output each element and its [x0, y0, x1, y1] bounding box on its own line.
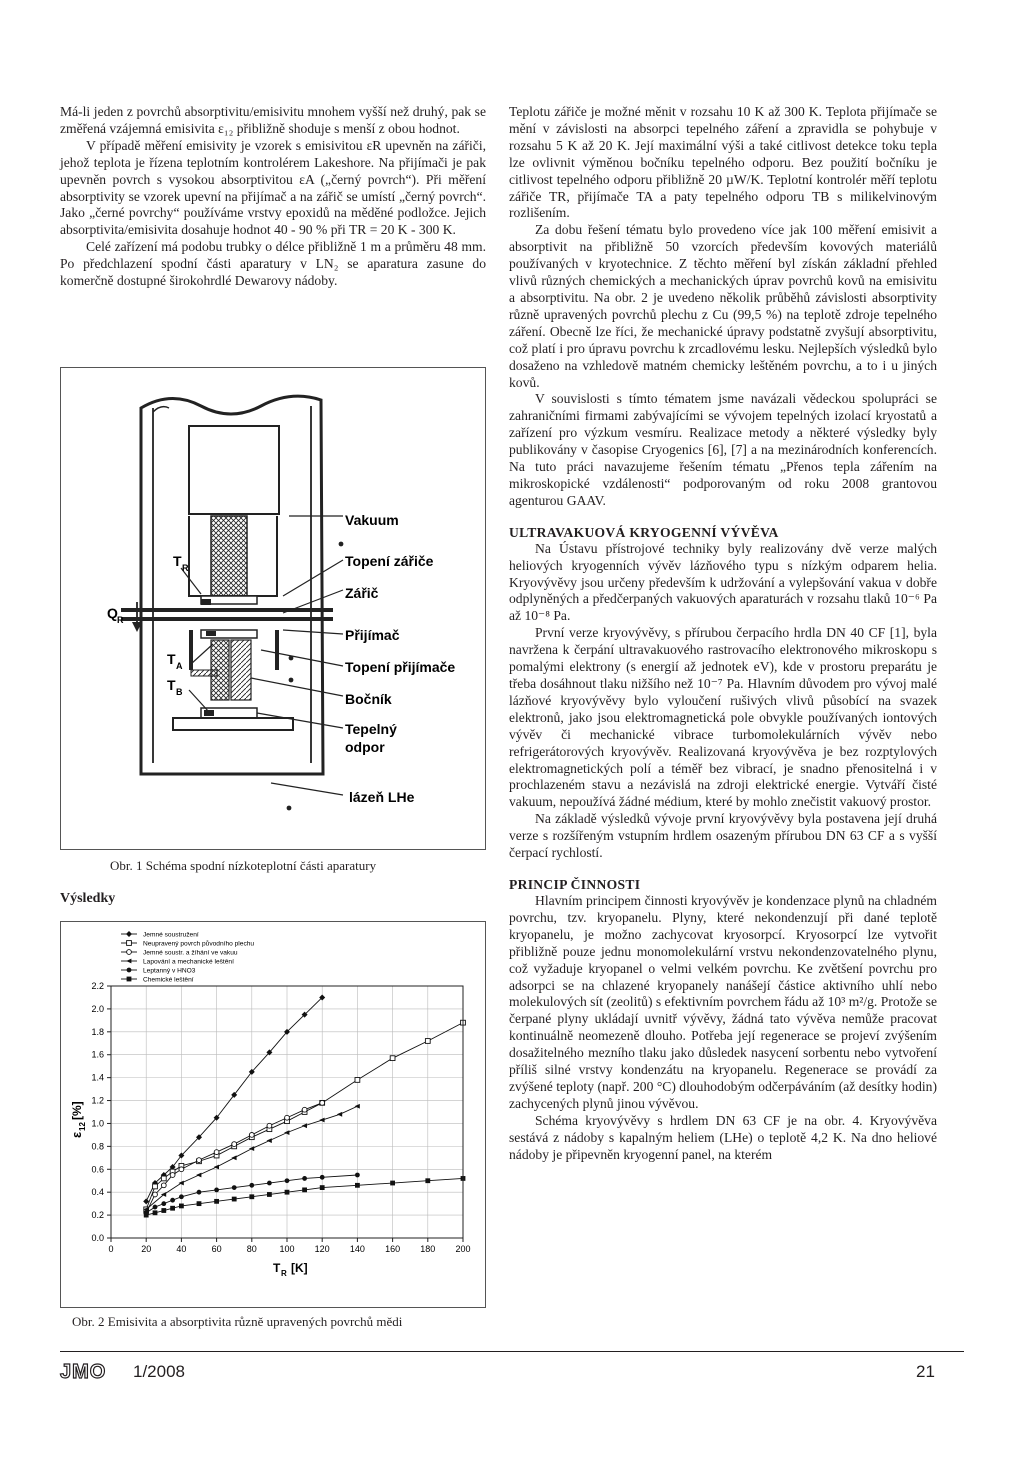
label-bocnik: Bočník	[345, 691, 392, 707]
legend-marker	[127, 941, 132, 946]
legend-label: Chemické leštění	[143, 976, 194, 984]
data-point	[249, 1133, 254, 1138]
label-tb: T	[167, 677, 176, 693]
label-vakuum: Vakuum	[345, 512, 399, 528]
right-column	[509, 104, 937, 1163]
data-point	[267, 1181, 272, 1186]
data-point	[390, 1056, 395, 1061]
x-tick-label: 40	[176, 1244, 187, 1254]
label-ta-sub: A	[176, 661, 183, 671]
data-point	[231, 1155, 236, 1160]
page-number: 21	[916, 1362, 935, 1381]
data-point	[249, 1183, 254, 1188]
data-point	[285, 1190, 290, 1195]
chart-grid	[111, 986, 463, 1238]
chart-series-group	[143, 994, 465, 1217]
data-point	[153, 1205, 158, 1210]
data-point	[302, 1107, 307, 1112]
data-point	[390, 1181, 395, 1186]
paragraph: Schéma kryovývěvy s hrdlem DN 63 CF je na obr. 4. Kryovývěva sestává z nádoby s kapalným heliem (LHe) o teplotě 4,2 K. Na dno heliové nádoby je připevněn kryogenní panel, na kterém	[509, 1112, 937, 1162]
data-point	[161, 1176, 166, 1181]
x-axis-label: T	[273, 1261, 281, 1275]
x-tick-label: 0	[108, 1244, 114, 1254]
y-tick-label: 1.2	[91, 1095, 104, 1106]
data-point	[196, 1173, 201, 1178]
label-tb-sub: B	[176, 687, 183, 697]
x-tick-label: 200	[455, 1244, 471, 1254]
legend-label: Neupravený povrch původního plechu	[143, 940, 255, 948]
x-tick-label: 180	[420, 1244, 436, 1254]
data-point	[267, 1192, 272, 1197]
y-tick-label: 1.6	[91, 1049, 104, 1060]
data-point	[153, 1184, 158, 1189]
data-point	[267, 1138, 272, 1143]
paragraph: Má-li jeden z povrchů absorptivitu/emisivitu mnohem vyšší než druhý, pak se změřená vzájemná emisivita ε₁₂ přibližně shoduje s menší z obou hodnot.	[60, 104, 486, 136]
x-axis-label-sub: R	[281, 1269, 287, 1278]
data-point	[153, 1192, 158, 1197]
data-point	[302, 1187, 307, 1192]
issue-number: 1/2008	[133, 1362, 185, 1381]
figure-2	[60, 921, 486, 1308]
y-tick-label: 1.0	[91, 1118, 104, 1129]
y-axis-label-unit: [%]	[70, 1101, 84, 1120]
x-tick-label: 60	[211, 1244, 222, 1254]
data-point	[197, 1190, 202, 1195]
y-tick-label: 0.6	[91, 1164, 104, 1175]
series-2	[144, 1020, 466, 1212]
x-tick-label: 100	[279, 1244, 295, 1254]
label-topeni-zarice: Topení zářiče	[345, 553, 434, 569]
label-prijimac: Přijímač	[345, 627, 400, 643]
label-qr: Q	[107, 605, 118, 621]
y-axis-label-sub: 12	[78, 1122, 87, 1131]
data-point	[153, 1210, 158, 1215]
paragraph: Na Ústavu přístrojové techniky byly realizovány dvě verze malých heliových kryogenních vývěv lázňového typu s nízkým odparem helia. Kryovývěvy jsou určeny především k udržování a vylepšování vakua v dobře odplyněných a předčerpaných vakuových aparaturách v rozsahu tlaků 10⁻⁶ Pa až 10⁻⁸ Pa.	[509, 540, 937, 624]
label-odpor: odpor	[345, 739, 385, 755]
paragraph: V souvislosti s tímto tématem jsme navázali vědeckou spolupráci se zahraničními firmami zabývajícími se vývojem tepelných izolací kryostatů a zařízení pro výzkum vesmíru. Realizace metody a některé výsledky byly publikovány v časopise Cryogenics [6], [7] a na mezinárodních konferencích. Na tuto práci navazujeme řešením tématu „Přenos tepla zářením na mikroskopické vzdálenosti“ podporovaným od roku 2008 grantovou agenturou GAAV.	[509, 391, 937, 508]
paragraph: V případě měření emisivity je vzorek s emisivitou εR upevněn na zářiči, jehož teplota je řízena teplotním kontrolérem Lakeshore. Na přijímači je pak upevněn povrch s vysokou absorptivitou εA („černý povrch“). Při měření absorptivity se vzorek upevní na přijímač a na zářič se umístí „černý povrch“. Jako „černé povrchy“ používáme vrstvy epoxidů na měděné podložce. Jejich absorptivita/emisivita dosahuje hodnot 40 - 90 % při TR = 20 K - 300 K.	[60, 137, 486, 238]
chart-legend	[117, 927, 289, 985]
label-topeni-prijimace: Topení přijímače	[345, 659, 456, 675]
data-point	[355, 1173, 360, 1178]
apparatus-schematic	[61, 368, 485, 849]
label-zaric: Zářič	[345, 585, 379, 601]
paragraph: První verze kryovývěvy, s přírubou čerpacího hrdla DN 40 CF [1], byla navržena k čerpání ultravakuového rastrovacího elektronového mikroskopu s pomalými elektrony (s energií až jednotek eV), kde v prostoru preparátu je třeba dosáhnout tlaku nižšího než 10⁻⁷ Pa. Hlavním důvodem pro vývoj malé lázňové kryovývěvy bylo vyloučení rušivých vlivů působící na svazek elektronů, jako jsou elektromagnetická pole obvykle používaných iontových vývěv či mechanické vibrace turbomolekulárních vývěv nebo refrigerátorových kryovývěv. Realizovaná kryovývěva je bez rozptylových elektromagnetických polí a téměř bez vibrací, je snadno přenositelná i v prochlazeném stavu a nezávislá na zdroji elektrické energie. Vytváří čisté vakuum, nepoužívá žádné médium, které by mohlo znečistit vakuový prostor.	[509, 625, 937, 810]
data-point	[214, 1150, 219, 1155]
x-tick-label: 20	[141, 1244, 152, 1254]
legend-marker	[127, 977, 132, 982]
y-tick-label: 0.8	[91, 1141, 104, 1152]
data-point	[249, 1194, 254, 1199]
x-tick-label: 120	[314, 1244, 330, 1254]
series-line	[146, 1178, 463, 1215]
data-point	[170, 1206, 175, 1211]
data-point	[170, 1198, 175, 1203]
label-tepelny: Tepelný	[345, 721, 397, 737]
figure-2-caption: Obr. 2 Emisivita a absorptivita různě upravených povrchů mědi	[72, 1314, 403, 1329]
paragraph: Na základě výsledků vývoje první kryovývěvy byla postavena její druhá verze s rozšířeným vstupním hrdlem osazeným přírubou DN 63 CF a s vyšší čerpací rychlostí.	[509, 811, 937, 861]
paragraph: Celé zařízení má podobu trubky o délce přibližně 1 m a průměru 48 mm. Po předchlazení spodní části aparatury v LN₂ se aparatura zasune do komerčně dostupné širokohrdlé Dewarovy nádoby.	[60, 239, 486, 289]
series-6	[144, 1176, 466, 1217]
label-qr-sub: R	[117, 615, 124, 625]
data-point	[214, 1199, 219, 1204]
y-tick-label: 0.0	[91, 1233, 104, 1243]
footer-rule	[60, 1351, 964, 1352]
data-point	[320, 1100, 325, 1105]
data-point	[232, 1197, 237, 1202]
data-point	[285, 1178, 290, 1183]
label-tr-sub: R	[182, 563, 189, 573]
data-point	[232, 1142, 237, 1147]
legend-label: Jemné soustružení	[143, 931, 199, 939]
figure-1	[60, 367, 486, 850]
paragraph: Teplotu zářiče je možné měnit v rozsahu 10 K až 300 K. Teplota přijímače se mění v závislosti na absorpci tepelného záření a zpravidla se pohybuje v rozsahu 5 K až 20 K. Její maximální výši a také citlivost detekce toku tepla lze ovlivnit výměnou bočníku tepelného odporu. Bez použití bočníku je citlivost tepelného odporu přibližně 20 µW/K. Teplotní kontrolér měří teplotu zářiče TR, přijímače TA a paty tepelného odporu TB s milikelvinovým rozlišením.	[509, 104, 937, 221]
y-axis-label-group	[69, 1101, 87, 1138]
section-heading-principle: PRINCIP ČINNOSTI	[509, 876, 641, 892]
journal-logo: JMO	[60, 1361, 107, 1383]
data-point	[197, 1158, 202, 1163]
data-point	[179, 1167, 184, 1172]
results-heading: Výsledky	[60, 891, 116, 906]
data-point	[337, 1112, 342, 1117]
data-point	[179, 1194, 184, 1199]
legend-label: Jemné soustr. a žíhání ve vakuu	[143, 949, 238, 957]
y-axis-label: ε	[69, 1131, 84, 1138]
data-point	[320, 1185, 325, 1190]
data-point	[302, 1123, 307, 1128]
y-tick-label: 1.8	[91, 1026, 104, 1037]
legend-label: Lapování a mechanické leštění	[143, 958, 234, 966]
legend-label: Leptanný v HNO3	[143, 967, 196, 975]
x-axis-label-unit: [K]	[291, 1261, 308, 1275]
label-ta: T	[167, 651, 176, 667]
label-tr: T	[173, 553, 182, 569]
data-point	[179, 1204, 184, 1209]
label-lazen: lázeň LHe	[349, 789, 415, 805]
data-point	[161, 1183, 166, 1188]
y-tick-label: 1.4	[91, 1072, 104, 1083]
data-point	[161, 1208, 166, 1213]
x-tick-label: 140	[349, 1244, 365, 1254]
x-tick-label: 160	[385, 1244, 401, 1254]
y-tick-label: 0.4	[91, 1187, 104, 1198]
data-point	[285, 1115, 290, 1120]
y-tick-label: 0.2	[91, 1210, 104, 1221]
paragraph: Za dobu řešení tématu bylo provedeno více jak 100 měření emisivit a absorptivit na přibližně 50 vzorcích především kovových materiálů používaných v kryotechnice. Z těchto měření byl získán základní přehled vlivů různých chemických a mechanických úprav povrchů kovů na emisivitu a absorptivitu. Na obr. 2 je uvedeno několik průběhů závislosti absorptivity různě upravených povrchů plechu z Cu (99,5 %) na teplotě zdroje tepelného záření. Obecně lze říci, že mechanické úpravy podstatně zvyšují absorptivitu, což platí i pro úpravu povrchu k zrcadlovému lesku. Nejlepších výsledků bylo dosaženo na vzhledově matném chemicky leštěném povrchu, a to i u jiných kovů.	[509, 222, 937, 390]
data-point	[170, 1173, 175, 1178]
left-column	[60, 104, 486, 290]
emissivity-chart	[61, 922, 485, 1307]
figure-1-caption: Obr. 1 Schéma spodní nízkoteplotní části aparatury	[110, 858, 377, 873]
y-tick-label: 2.0	[91, 1003, 104, 1014]
x-tick-label: 80	[246, 1244, 257, 1254]
data-point	[320, 1175, 325, 1180]
data-point	[425, 1178, 430, 1183]
data-point	[161, 1201, 166, 1206]
data-point	[197, 1201, 202, 1206]
data-point	[425, 1039, 430, 1044]
y-tick-label: 2.2	[91, 981, 104, 991]
legend-marker	[127, 950, 132, 955]
legend-marker	[127, 968, 132, 973]
data-point	[355, 1078, 360, 1083]
data-point	[214, 1187, 219, 1192]
data-point	[355, 1183, 360, 1188]
data-point	[232, 1185, 237, 1190]
data-point	[144, 1213, 149, 1218]
paragraph: Hlavním principem činnosti kryovývěv je kondenzace plynů na chladném povrchu, tzv. kryopanelu. Plyny, které nekondenzují při dané teplotě kryopanelu, je možno zachycovat kryosorpcí. Kryosorpcí lze vytvořit přibližně pouze jednu monomolekulární vrstvu nekondenzovatelného plynu, což vyžaduje kryopanel o velmi velkém povrchu. Ke zvětšení povrchu pro adsorpci se na chlazené kryopanely nanášejí částice aktivního uhlí nebo molekulových sít (zeolitů) s efektivním povrchem řádu až 10³ m²/g. Protože se čerpané plyny ukládají uvnitř vývěvy, žádná tato vývěva nemůže pracovat kontinuálně neomezeně dlouho. Potřeba její regenerace se projeví zvýšením dosažitelného mezního tlaku jako důsledek nasycení sorbentu nebo vytvoření příliš silné vrstvy kondenzátu na kryopanelu. Regenerace se provádí za zvýšené teploty (např. 200 °C) dlouhodobým odčerpáváním (až desítky hodin) zachycených plynů jinou vývěvou.	[509, 892, 937, 1111]
section-heading-cryopump: ULTRAVAKUOVÁ KRYOGENNÍ VÝVĚVA	[509, 524, 779, 540]
data-point	[267, 1123, 272, 1128]
data-point	[302, 1176, 307, 1181]
